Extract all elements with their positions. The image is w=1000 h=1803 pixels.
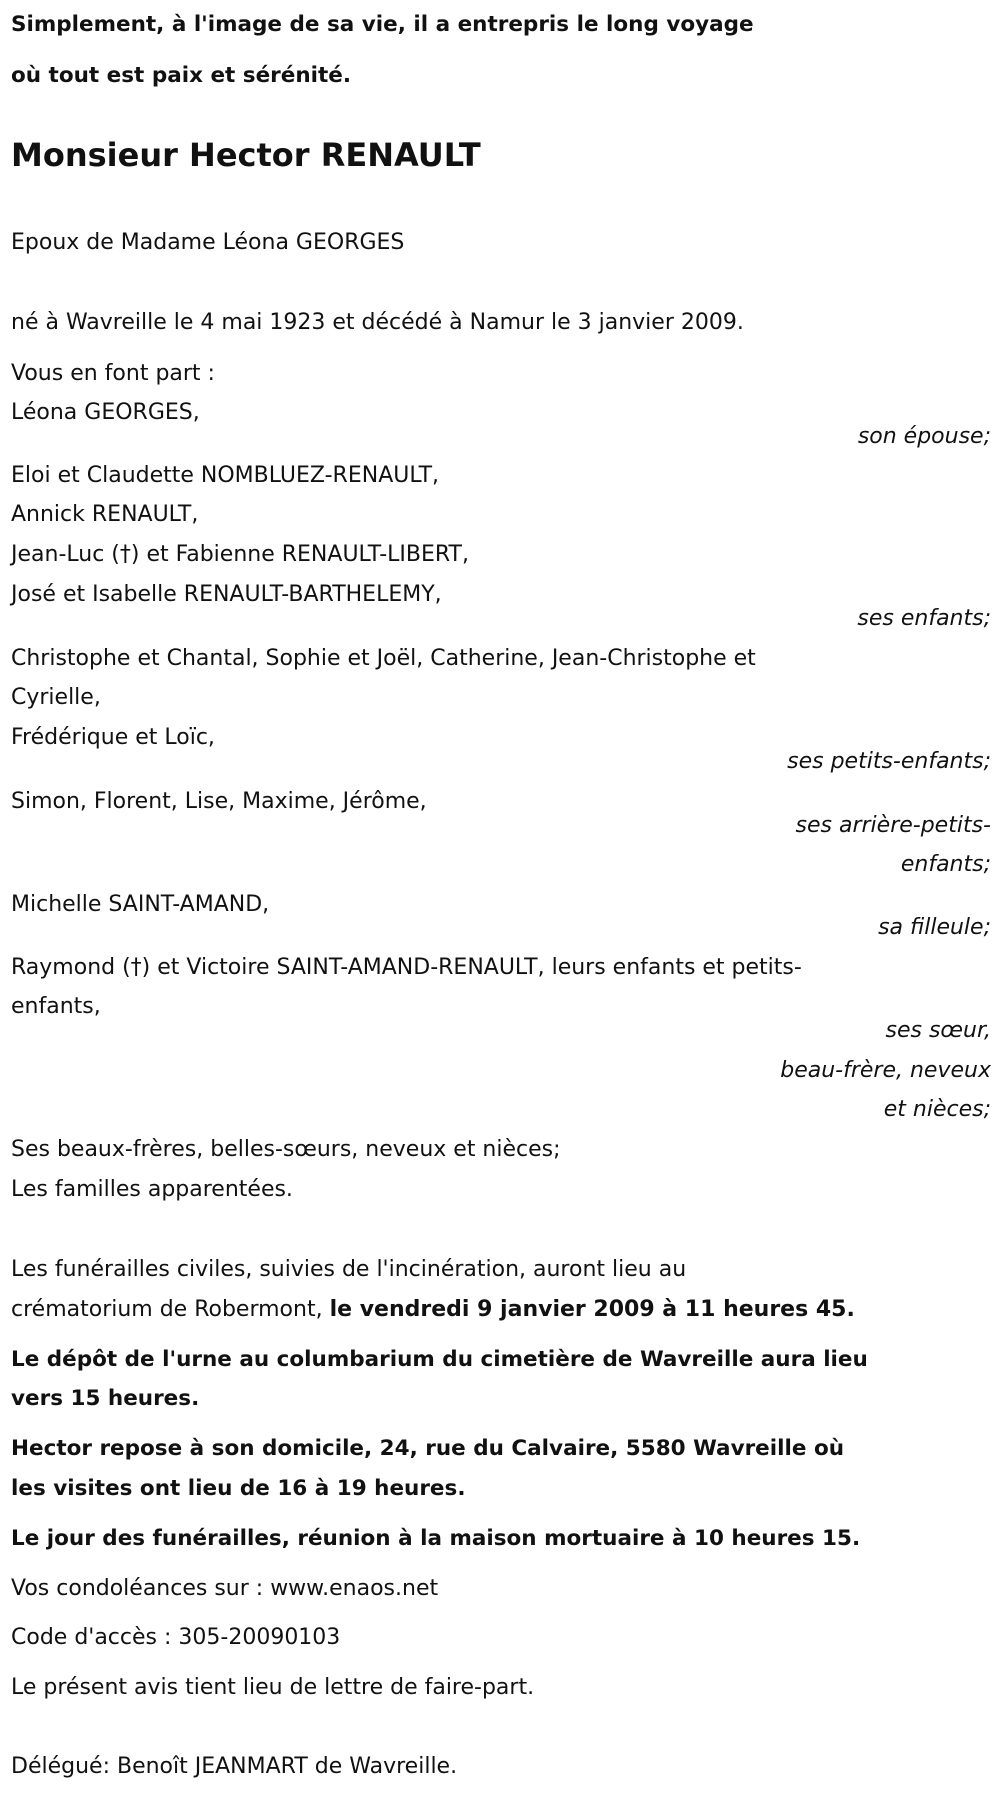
urn-note: Le dépôt de l'urne au columbarium du cimetière de Wavreille aura lieu xyxy=(11,1347,868,1372)
family-name: Michelle SAINT-AMAND, xyxy=(11,892,270,917)
family-name: Simon, Florent, Lise, Maxime, Jérôme, xyxy=(11,789,427,814)
meeting-note: Le jour des funérailles, réunion à la maison mortuaire à 10 heures 15. xyxy=(11,1526,861,1551)
family-name: José et Isabelle RENAULT-BARTHELEMY, xyxy=(11,582,442,607)
family-name: Jean-Luc (†) et Fabienne RENAULT-LIBERT, xyxy=(11,542,469,567)
page-title: Monsieur Hector RENAULT xyxy=(11,136,481,174)
family-relation: sa filleule; xyxy=(878,915,991,940)
family-name: Annick RENAULT, xyxy=(11,502,199,527)
family-name: Eloi et Claudette NOMBLUEZ-RENAULT, xyxy=(11,463,440,488)
funeral-place: crématorium de Robermont, xyxy=(11,1297,330,1322)
others-line: Les familles apparentées. xyxy=(11,1177,293,1202)
intro-line: où tout est paix et sérénité. xyxy=(11,63,352,88)
family-name: Raymond (†) et Victoire SAINT-AMAND-RENAULT, leurs enfants et petits- xyxy=(11,955,802,980)
notice-line: Le présent avis tient lieu de lettre de faire-part. xyxy=(11,1675,535,1700)
family-relation: enfants; xyxy=(900,852,991,877)
family-name: Cyrielle, xyxy=(11,685,101,710)
condolences-line: Vos condoléances sur : www.enaos.net xyxy=(11,1576,439,1601)
family-name: Christophe et Chantal, Sophie et Joël, Catherine, Jean-Christophe et xyxy=(11,646,756,671)
access-code-line: Code d'accès : 305-20090103 xyxy=(11,1625,341,1650)
others-line: Ses beaux-frères, belles-sœurs, neveux et nièces; xyxy=(11,1137,561,1162)
visit-note: les visites ont lieu de 16 à 19 heures. xyxy=(11,1476,466,1501)
family-name: Frédérique et Loïc, xyxy=(11,725,215,750)
delegate-line: Délégué: Benoît JEANMART de Wavreille. xyxy=(11,1754,458,1779)
family-relation: ses enfants; xyxy=(857,606,991,631)
urn-note: vers 15 heures. xyxy=(11,1386,200,1411)
intro-line: Simplement, à l'image de sa vie, il a entrepris le long voyage xyxy=(11,12,754,37)
family-relation: ses sœur, xyxy=(885,1018,991,1043)
announce-line: Vous en font part : xyxy=(11,361,215,386)
funeral-date: le vendredi 9 janvier 2009 à 11 heures 45. xyxy=(329,1297,855,1322)
family-name: Léona GEORGES, xyxy=(11,400,200,425)
funeral-line xyxy=(11,1295,855,1325)
family-relation: son épouse; xyxy=(857,424,991,449)
family-relation: ses arrière-petits- xyxy=(795,813,991,838)
funeral-line: Les funérailles civiles, suivies de l'incinération, auront lieu au xyxy=(11,1257,687,1282)
family-relation: beau-frère, neveux xyxy=(780,1058,991,1083)
family-name: enfants, xyxy=(11,994,101,1019)
family-relation: et nièces; xyxy=(883,1097,991,1122)
birth-death-line: né à Wavreille le 4 mai 1923 et décédé à Namur le 3 janvier 2009. xyxy=(11,310,744,335)
spouse-line: Epoux de Madame Léona GEORGES xyxy=(11,230,405,255)
visit-note: Hector repose à son domicile, 24, rue du Calvaire, 5580 Wavreille où xyxy=(11,1436,845,1461)
family-relation: ses petits-enfants; xyxy=(787,749,991,774)
